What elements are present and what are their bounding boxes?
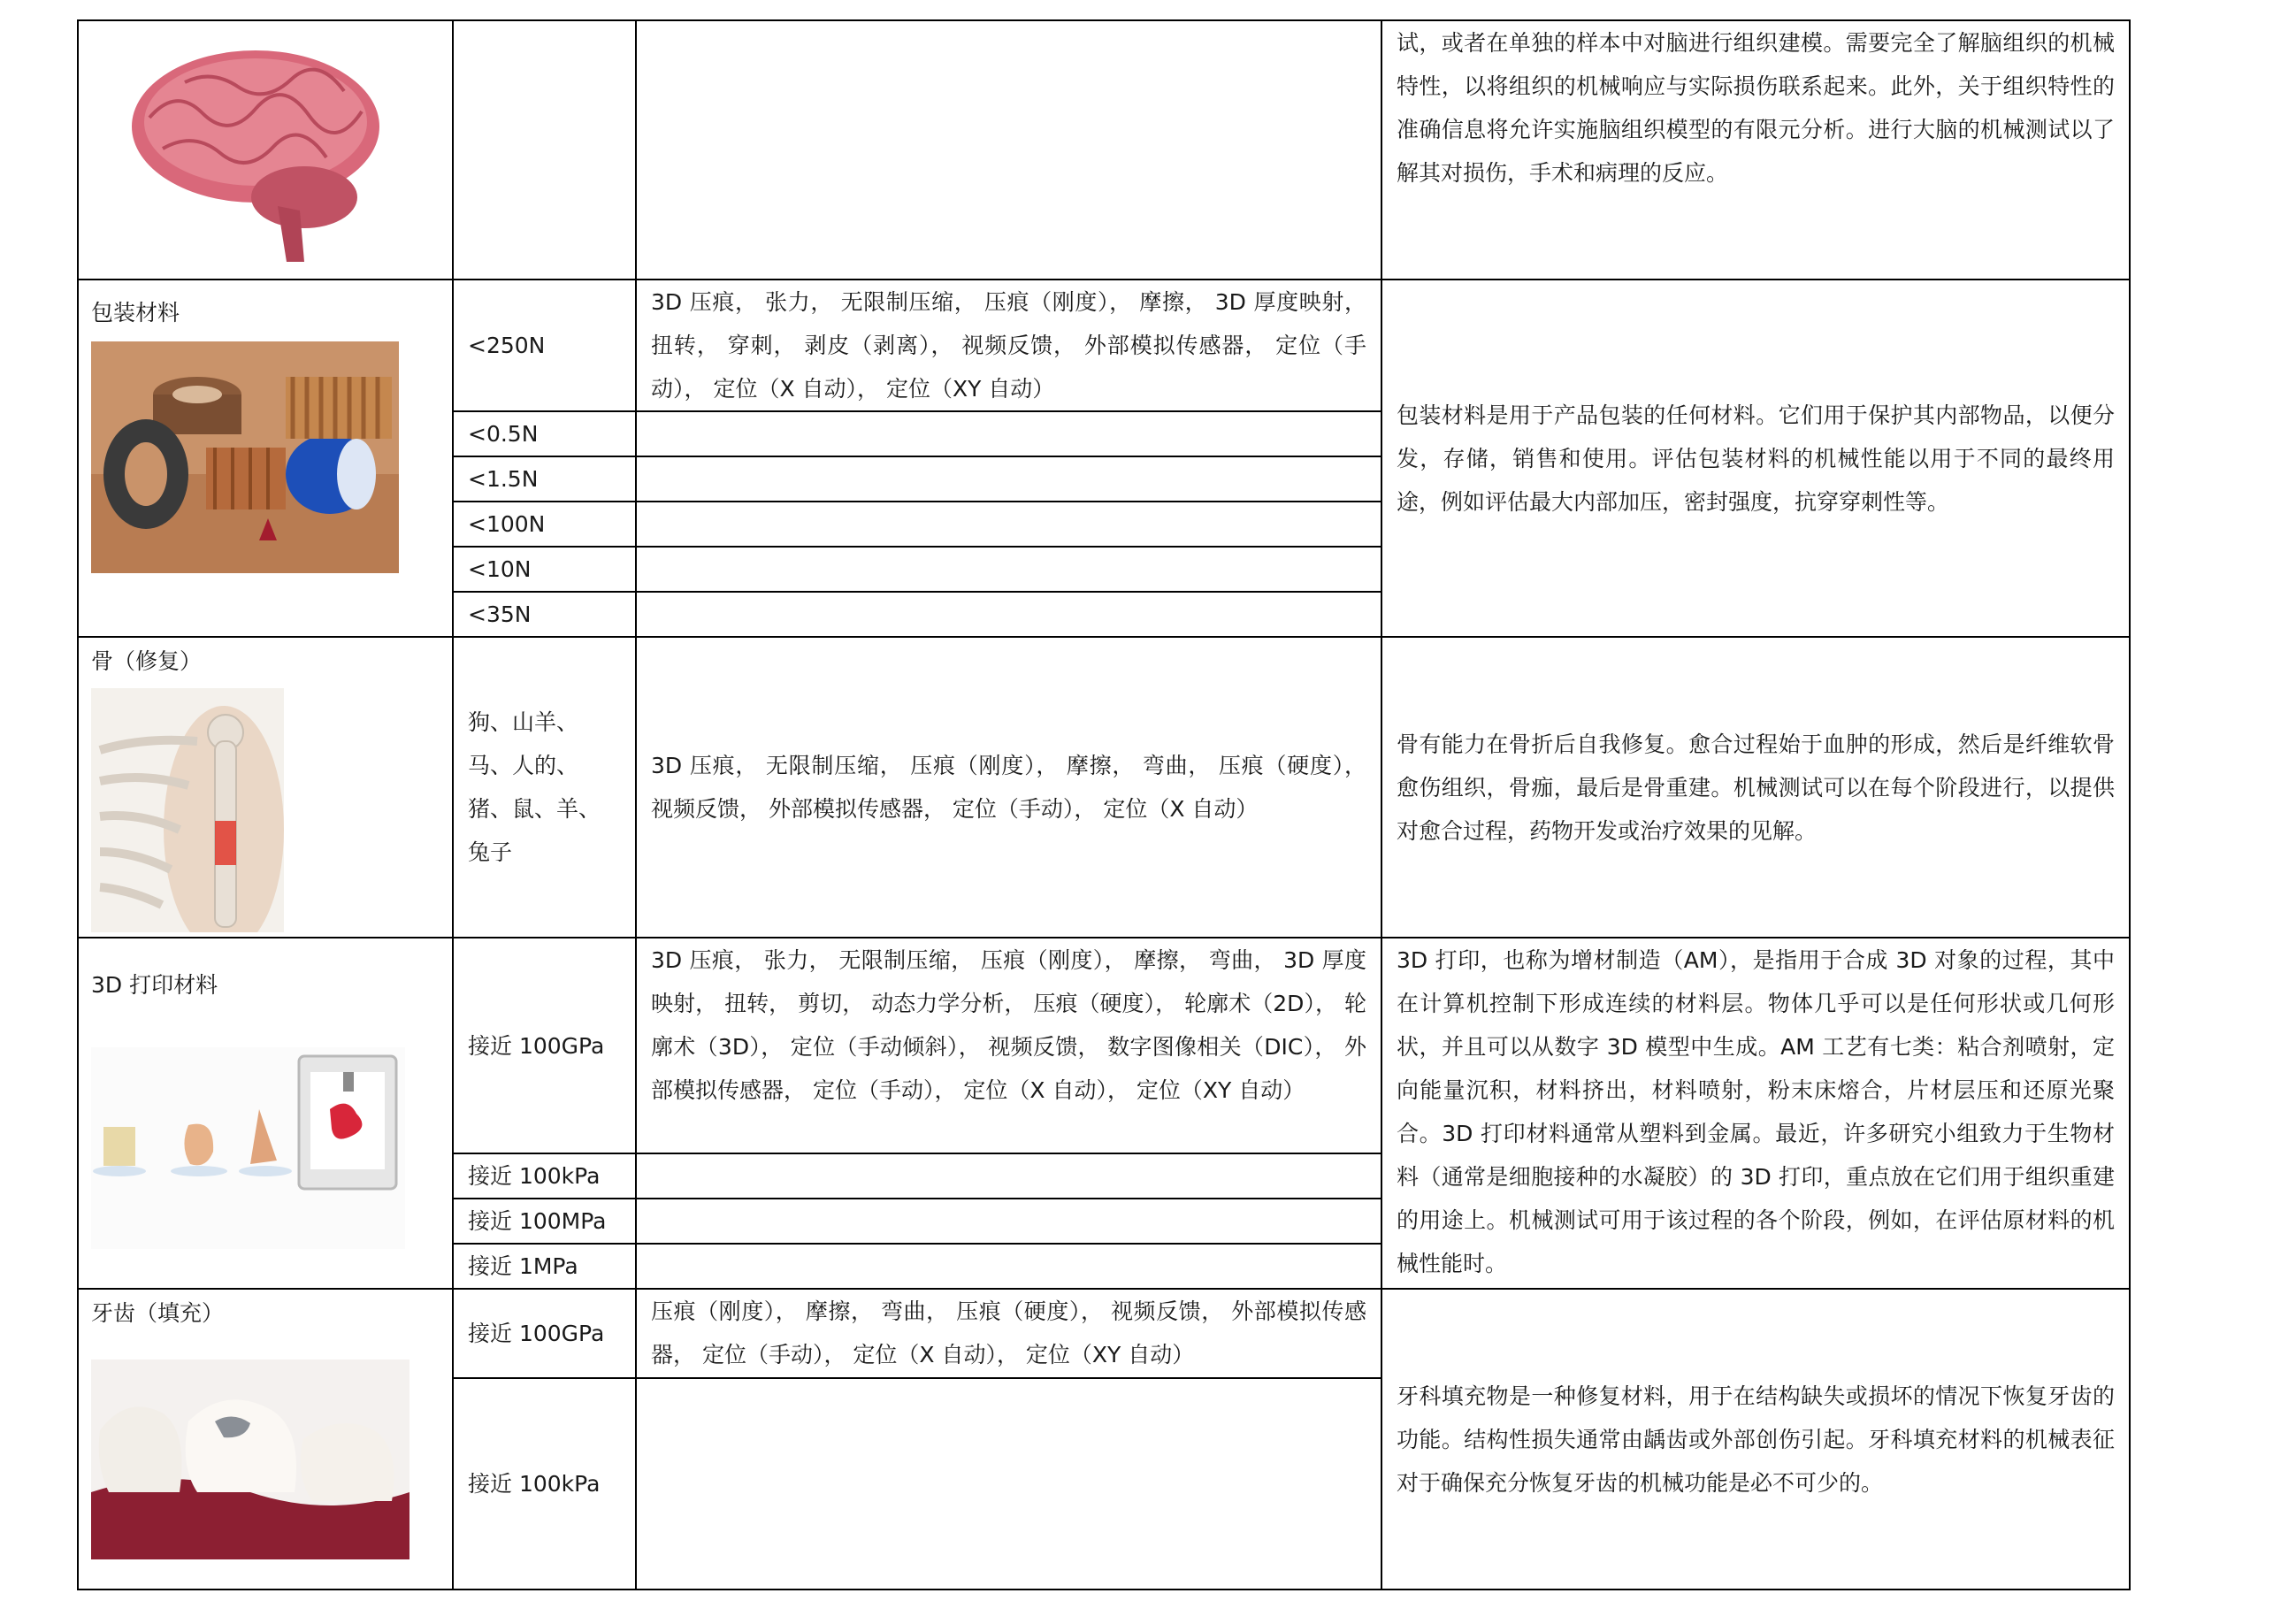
table-row: [78, 1289, 2130, 1378]
methods-cell: 3D 压痕， 无限制压缩， 压痕（刚度）， 摩擦， 弯曲， 压痕（硬度）， 视频反馈， 外部模拟传感器， 定位（手动）， 定位（X 自动）: [636, 637, 1381, 938]
category-label: 3D 打印材料: [91, 972, 218, 998]
category-label: 包装材料: [91, 300, 180, 326]
materials-table: [77, 19, 2131, 1590]
methods-cell: [636, 592, 1381, 637]
methods-cell: [636, 1244, 1381, 1289]
range-cell: 接近 100GPa: [453, 938, 636, 1153]
description-cell: 3D 打印，也称为增材制造（AM），是指用于合成 3D 对象的过程，其中在计算机控制下形成连续的材料层。物体几乎可以是任何形状或几何形状，并且可以从数字 3D 模型中生成。AM 工艺有七类：粘合剂喷射，定向能量沉积，材料挤出，材料喷射，粉末床熔合，片材层压和还原光聚合。3D 打印材料通常从塑料到金属。最近，许多研究小组致力于生物材料（通常是细胞接种的水凝胶）的 3D 打印，重点放在它们用于组织重建的用途上。机械测试可用于该过程的各个阶段，例如，在评估原材料的机械性能时。: [1381, 938, 2130, 1289]
methods-cell: [636, 1153, 1381, 1199]
methods-cell: 3D 压痕， 张力， 无限制压缩， 压痕（刚度）， 摩擦， 弯曲， 3D 厚度映射， 扭转， 剪切， 动态力学分析， 压痕（硬度）， 轮廓术（2D）， 轮廓术（3D）， 定位（手动倾斜）， 视频反馈， 数字图像相关（DIC）， 外部模拟传感器， 定位（手动）， 定位（X 自动）， 定位（XY 自动）: [636, 938, 1381, 1153]
category-cell: [78, 20, 453, 280]
range-cell: 接近 100kPa: [453, 1378, 636, 1590]
table-row: [78, 280, 2130, 411]
methods-cell: [636, 456, 1381, 502]
category-cell: [78, 938, 453, 1289]
range-cell: 接近 1MPa: [453, 1244, 636, 1289]
methods-cell: [636, 411, 1381, 456]
range-cell: <35N: [453, 592, 636, 637]
category-cell: [78, 637, 453, 938]
packaging-materials-image: [91, 341, 440, 573]
range-cell: 狗、山羊、马、人的、猪、鼠、羊、兔子: [453, 637, 636, 938]
dental-filling-image: [91, 1360, 440, 1559]
range-cell: <250N: [453, 280, 636, 411]
category-cell: [78, 280, 453, 637]
description-cell: 包装材料是用于产品包装的任何材料。它们用于保护其内部物品，以便分发，存储，销售和使用。评估包装材料的机械性能以用于不同的最终用途，例如评估最大内部加压，密封强度，抗穿穿刺性等。: [1381, 280, 2130, 637]
3d-printing-image: [91, 1047, 440, 1249]
methods-cell: [636, 1199, 1381, 1244]
methods-cell: [636, 502, 1381, 547]
range-cell: [453, 20, 636, 280]
category-cell: [78, 1289, 453, 1590]
methods-cell: [636, 1378, 1381, 1590]
range-cell: <10N: [453, 547, 636, 592]
description-cell: 牙科填充物是一种修复材料，用于在结构缺失或损坏的情况下恢复牙齿的功能。结构性损失通常由龋齿或外部创伤引起。牙科填充材料的机械表征对于确保充分恢复牙齿的机械功能是必不可少的。: [1381, 1289, 2130, 1590]
methods-cell: [636, 547, 1381, 592]
methods-cell: 压痕（刚度）， 摩擦， 弯曲， 压痕（硬度）， 视频反馈， 外部模拟传感器， 定位（手动）， 定位（X 自动）， 定位（XY 自动）: [636, 1289, 1381, 1378]
description-cell: 骨有能力在骨折后自我修复。愈合过程始于血肿的形成，然后是纤维软骨愈伤组织，骨痂，最后是骨重建。机械测试可以在每个阶段进行，以提供对愈合过程，药物开发或治疗效果的见解。: [1381, 637, 2130, 938]
table-row: [78, 20, 2130, 280]
table-row: [78, 938, 2130, 1153]
category-label: 牙齿（填充）: [91, 1300, 225, 1326]
category-label: 骨（修复）: [91, 648, 203, 674]
range-cell: <1.5N: [453, 456, 636, 502]
bone-repair-image: [91, 688, 440, 932]
range-cell: 接近 100MPa: [453, 1199, 636, 1244]
table-row: [78, 637, 2130, 938]
range-cell: <0.5N: [453, 411, 636, 456]
methods-cell: [636, 20, 1381, 280]
range-cell: <100N: [453, 502, 636, 547]
range-cell: 接近 100GPa: [453, 1289, 636, 1378]
range-cell: 接近 100kPa: [453, 1153, 636, 1199]
description-cell: 试，或者在单独的样本中对脑进行组织建模。需要完全了解脑组织的机械特性，以将组织的机械响应与实际损伤联系起来。此外，关于组织特性的准确信息将允许实施脑组织模型的有限元分析。进行大脑的机械测试以了解其对损伤，手术和病理的反应。: [1381, 20, 2130, 280]
methods-cell: 3D 压痕， 张力， 无限制压缩， 压痕（刚度）， 摩擦， 3D 厚度映射， 扭转， 穿刺， 剥皮（剥离）， 视频反馈， 外部模拟传感器， 定位（手动）， 定位（X 自动）， 定位（XY 自动）: [636, 280, 1381, 411]
brain-image: [123, 34, 440, 265]
